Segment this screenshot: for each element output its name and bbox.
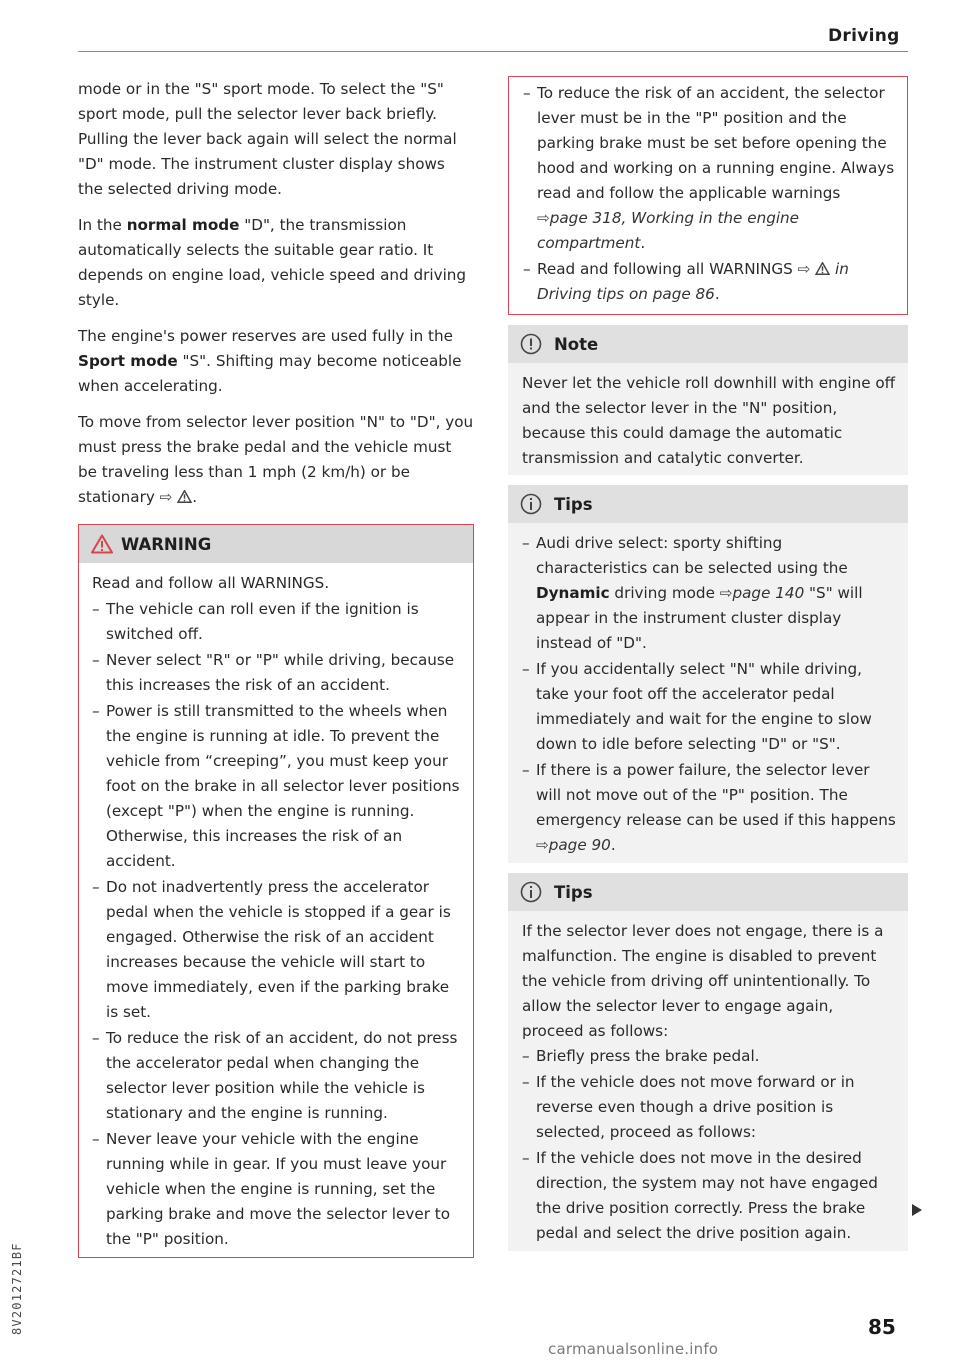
note-title: Note <box>554 334 599 354</box>
paragraph-normal-mode: In the normal mode "D", the transmission automatically selects the suitable gear ratio. It depends on engine load, vehicle speed and driving style. <box>78 216 467 309</box>
left-column <box>78 77 474 1258</box>
list-item: – To reduce the risk of an accident, the selector lever must be in the "P" position and the parking brake must be set before opening the hood and working on a running engine. Always read and follow the applicable warnings ⇨page 318, Working in the engine compartment. <box>523 81 895 256</box>
note-title-bar <box>508 325 908 363</box>
ref-arrow[interactable]: ⇨ <box>797 260 811 278</box>
paragraph-sport-mode: The engine's power reserves are used fully in the Sport mode "S". Shifting may become noticeable when accelerating. <box>78 327 462 395</box>
tips-list <box>522 1044 896 1246</box>
list-item: – Audi drive select: sporty shifting characteristics can be selected using the Dynamic driving mode ⇨page 140 "S" will appear in the instrument cluster display instead of "D". <box>522 531 896 656</box>
arrow-right-icon[interactable] <box>910 1203 924 1217</box>
list-item: – Power is still transmitted to the wheels when the engine is running at idle. To prevent the vehicle from “creeping”, you must keep your foot on the brake in all selector lever positions (except "P") when the engine is running. Otherwise, this increases the risk of an accident. <box>92 699 461 874</box>
tips-body <box>508 523 908 863</box>
ref-arrow[interactable]: ⇨ <box>536 836 549 854</box>
list-item: – Never select "R" or "P" while driving, because this increases the risk of an accident. <box>92 648 461 698</box>
warning-continuation-box <box>508 76 908 315</box>
small-warning-icon[interactable] <box>815 262 830 275</box>
ref-arrow[interactable]: ⇨ <box>537 209 550 227</box>
tips-paragraph: If the selector lever does not engage, there is a malfunction. The engine is disabled to prevent the vehicle from driving off unintentionally. To allow the selector lever to engage again, proceed as follows: <box>522 922 884 1040</box>
tips-title-bar <box>508 485 908 523</box>
bold-sport-mode: Sport mode <box>78 352 178 370</box>
page-reference-link[interactable]: in Driving tips on page 86 <box>537 260 849 303</box>
list-item: – If the vehicle does not move in the desired direction, the system may not have engaged the drive position correctly. Press the brake pedal and select the drive position again. <box>522 1146 896 1246</box>
warning-title: WARNING <box>121 534 212 554</box>
bold-dynamic: Dynamic <box>536 584 610 602</box>
note-body: Never let the vehicle roll downhill with engine off and the selector lever in the "N" position, because this could damage the automatic transmission and catalytic converter. <box>522 374 896 467</box>
paragraph-driving-mode: mode or in the "S" sport mode. To select the "S" sport mode, pull the selector lever back briefly. Pulling the lever back again will select the normal "D" mode. The instrument cluster display shows the selected driving mode. <box>78 80 457 198</box>
warning-intro: Read and follow all WARNINGS. <box>92 574 330 592</box>
tips-title: Tips <box>554 882 593 902</box>
note-box <box>508 325 908 475</box>
document-code: 8V2012721BF <box>10 1242 24 1335</box>
list-item: – The vehicle can roll even if the ignition is switched off. <box>92 597 461 647</box>
warning-list <box>92 597 461 1252</box>
paragraph-n-to-d: To move from selector lever position "N" to "D", you must press the brake pedal and the vehicle must be traveling less than 1 mph (2 km/h) or be stationary ⇨ . <box>78 413 474 506</box>
list-item: – Never leave your vehicle with the engine running while in gear. If you must leave your vehicle when the engine is running, set the parking brake and move the selector lever to the "P" position. <box>92 1127 461 1252</box>
list-item: – Read and following all WARNINGS ⇨ in Driving tips on page 86. <box>523 257 895 307</box>
tips-box-1 <box>508 485 908 863</box>
page-reference-link[interactable]: page 318, Working in the engine compartment <box>537 209 800 252</box>
exclamation-circle-icon <box>520 333 542 355</box>
small-warning-icon[interactable] <box>177 490 192 503</box>
page-number: 85 <box>868 1315 896 1339</box>
header-rule <box>78 51 908 52</box>
warning-title-bar <box>79 525 473 563</box>
list-item: – If there is a power failure, the selector lever will not move out of the "P" position. The emergency release can be used if this happens ⇨page 90. <box>522 758 896 858</box>
list-item: – To reduce the risk of an accident, do not press the accelerator pedal when changing the selector lever position while the vehicle is stationary and the engine is running. <box>92 1026 461 1126</box>
warning-box <box>78 524 474 1258</box>
right-column <box>508 80 908 1251</box>
ref-arrow[interactable]: ⇨ <box>159 488 173 506</box>
tips-body <box>508 911 908 1251</box>
tips-title: Tips <box>554 494 593 514</box>
page-reference-link[interactable]: page 90 <box>548 836 611 854</box>
bold-normal-mode: normal mode <box>126 216 240 234</box>
page-reference-link[interactable]: page 140 <box>732 584 805 602</box>
tips-list <box>522 531 896 858</box>
info-circle-icon <box>520 881 542 903</box>
list-item: – If you accidentally select "N" while driving, take your foot off the accelerator pedal immediately and wait for the engine to slow down to idle before selecting "D" or "S". <box>522 657 896 757</box>
watermark: carmanualsonline.info <box>548 1340 719 1358</box>
section-title: Driving <box>828 26 900 46</box>
info-circle-icon <box>520 493 542 515</box>
tips-title-bar <box>508 873 908 911</box>
list-item: – If the vehicle does not move forward or in reverse even though a drive position is selected, proceed as follows: <box>522 1070 896 1145</box>
list-item: – Do not inadvertently press the accelerator pedal when the vehicle is stopped if a gear is engaged. Otherwise the risk of an accident increases because the vehicle will start to move immediately, even if the parking brake is set. <box>92 875 461 1025</box>
warning-continuation-list <box>523 81 895 307</box>
ref-arrow[interactable]: ⇨ <box>719 584 733 602</box>
warning-body <box>79 563 473 1257</box>
warning-triangle-icon <box>91 534 113 554</box>
tips-box-2 <box>508 873 908 1251</box>
list-item: – Briefly press the brake pedal. <box>522 1044 896 1069</box>
